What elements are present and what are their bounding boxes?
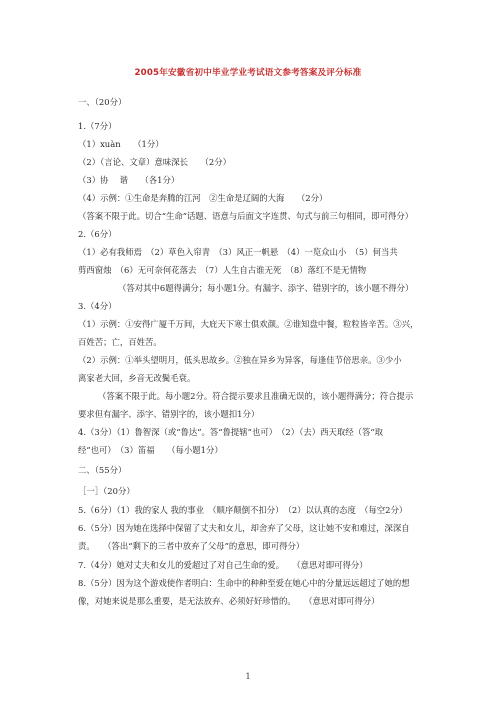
text-line: 4.（3分）（1）鲁智深（或“鲁达”。答“鲁提辖”也可） （2）（去）西天取经（答“取 bbox=[78, 427, 383, 437]
section-heading: 二、（55分） bbox=[78, 465, 127, 475]
text-line: （2）示例：①举头望明月，低头思故乡。②独在异乡为异客，每逢佳节倍思亲。③少小 bbox=[78, 355, 402, 365]
text-line: 1.（7分） bbox=[78, 121, 117, 131]
text-line: 5.（6分）（1）我的家人 我的事业 （顺序颠倒不扣分） （2）以认真的态度 （每空2分） bbox=[78, 505, 408, 515]
text-line: （3）协 谐 （各1分） bbox=[78, 175, 180, 185]
subsection-heading: ［一］（20分） bbox=[78, 486, 135, 496]
document-title: 2005年安徽省初中毕业学业考试语文参考答案及评分标准 bbox=[134, 68, 362, 78]
text-line: （1）示例：①安得广厦千万间，大庇天下寒士俱欢颜。②谁知盘中餐，粒粒皆辛苦。③兴， bbox=[78, 319, 419, 329]
text-line: （答案不限于此。每小题2分。符合提示要求且准确无误的，该小题得满分；符合提示 bbox=[98, 391, 414, 401]
text-line: （2）（言论、文章）意味深长 （2分） bbox=[78, 157, 232, 167]
page-number: 1 bbox=[245, 672, 251, 681]
text-line: （答对其中6题得满分；每小题1分。有漏字、添字、错别字的，该小题不得分） bbox=[118, 283, 414, 293]
text-line: 百姓苦；亡，百姓苦。 bbox=[78, 337, 162, 347]
text-line: 2.（6分） bbox=[78, 229, 117, 239]
text-line: 像，对她来说是那么重要，是无法放弃、必须好好珍惜的。 （意思对即可得分） bbox=[78, 596, 380, 606]
text-line: 3.（4分） bbox=[78, 301, 117, 311]
text-line: 责。 （答出“剩下的三者中放弃了父母”的意思，即可得分） bbox=[78, 541, 305, 551]
text-line: （4）示例：①生命是奔腾的江河 ②生命是辽阔的大海 （2分） bbox=[78, 193, 328, 203]
text-line: 6.（5分）因为她在选择中保留了丈夫和女儿，却舍弃了父母，这让她不安和难过，深深自 bbox=[78, 523, 410, 533]
text-line: 经”也可） （3）笛福 （每小题1分） bbox=[78, 445, 223, 455]
section-heading: 一、（20分） bbox=[78, 97, 127, 107]
text-line: （1）必有我师焉 （2）草色入帘青 （3）风正一帆悬 （4）一览众山小 （5）何当共 bbox=[78, 247, 398, 257]
text-line: 7.（4分）她对丈夫和女儿的爱超过了对自己生命的爱。 （意思对即可得分） bbox=[78, 560, 368, 570]
text-line: 离家老大回，乡音无改鬓毛衰。 bbox=[78, 373, 196, 383]
text-line: （答案不限于此。切合“生命”话题、语意与后面文字连贯、句式与前三句相同，即可得分） bbox=[78, 211, 414, 221]
text-line: （1）xuàn （1分） bbox=[78, 139, 164, 149]
text-line: 要求但有漏字、添字、错别字的，该小题扣1分） bbox=[78, 409, 260, 419]
text-line: 剪西窗烛 （6）无可奈何花落去 （7）人生自古谁无死 （8）落红不是无情物 bbox=[78, 265, 367, 275]
text-line: 8.（5分）因为这个游戏使作者明白：生命中的种种至爱在她心中的分量远远超过了她的想 bbox=[78, 578, 410, 588]
